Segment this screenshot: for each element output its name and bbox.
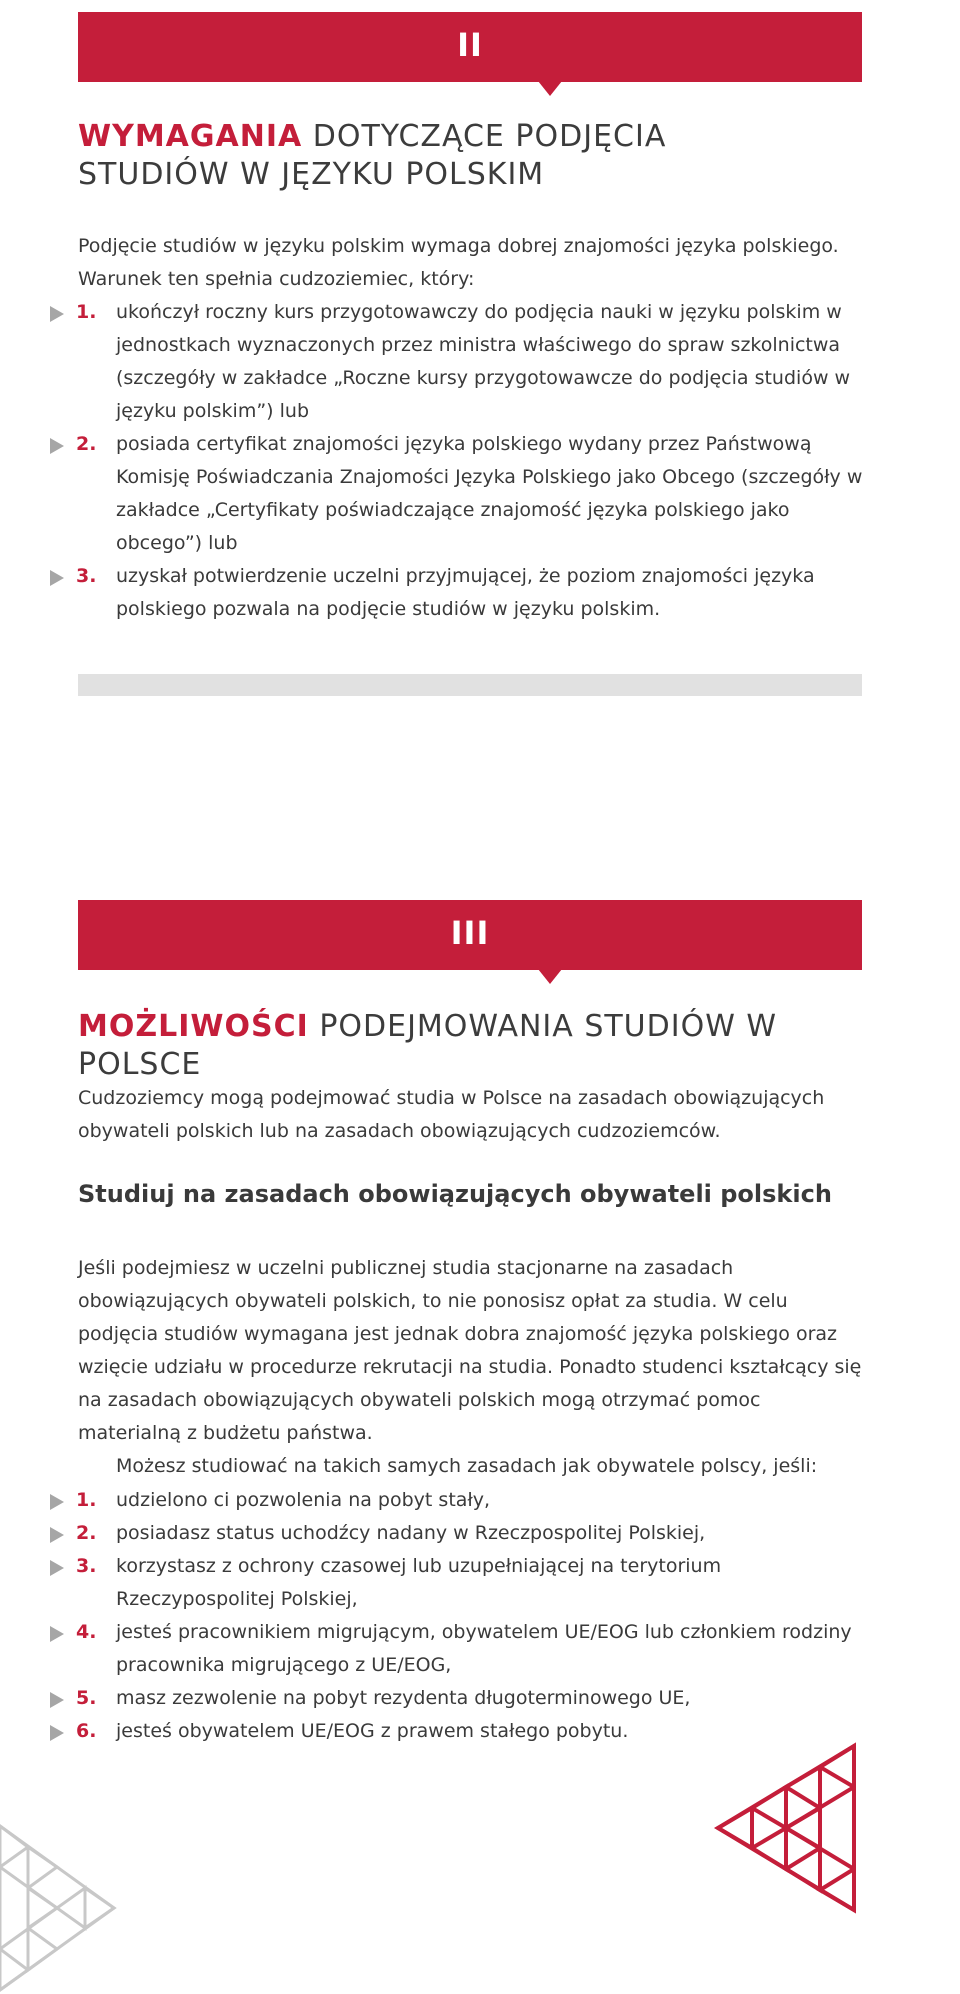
section-3-body: Jeśli podejmiesz w uczelni publicznej studia stacjonarne na zasadach obowiązujących obywateli polskich, to nie ponosisz opłat za studia. W celu podjęcia studiów wymagana jest jednak dobra znajomość języka polskiego oraz wzięcie udziału w procedurze rekrutacji na studia. Ponadto studenci kształcący się na zasadach obowiązujących obywateli polskich mogą otrzymać pomoc materialną z budżetu państwa. [78,1257,862,1444]
section-3-heading [78,1008,878,1084]
list-item [50,560,870,626]
arrow-bullet-icon [50,1626,64,1642]
section-2-heading [78,118,798,194]
red-triangle-pattern-icon [712,1742,862,1914]
banner-pointer [538,969,562,984]
section-3-heading-accent: MOŻLIWOŚCI [78,1009,309,1044]
grey-triangle-pattern-icon [0,1822,120,1994]
list-item-text: masz zezwolenie na pobyt rezydenta długoterminowego UE, [116,1687,691,1709]
list-item-text: uzyskał potwierdzenie uczelni przyjmującej, że poziom znajomości języka polskiego pozwala na podjęcie studiów w języku polskim. [116,565,815,620]
section-3-list [50,1484,870,1748]
list-item-text: jesteś obywatelem UE/EOG z prawem stałego pobytu. [116,1720,629,1742]
arrow-bullet-icon [50,1494,64,1510]
list-item [50,1616,870,1682]
section-3-intro: Cudzoziemcy mogą podejmować studia w Polsce na zasadach obowiązujących obywateli polskich lub na zasadach obowiązujących cudzoziemców. [78,1087,825,1142]
arrow-bullet-icon [50,1527,64,1543]
list-item-text: posiadasz status uchodźcy nadany w Rzeczpospolitej Polskiej, [116,1522,706,1544]
arrow-bullet-icon [50,570,64,586]
list-number: 2. [76,1522,97,1544]
section-3-subheading: Studiuj na zasadach obowiązujących obywateli polskich [78,1180,832,1208]
section-3-banner [78,900,862,970]
list-item [50,428,870,560]
section-divider [78,674,862,696]
list-item [50,1484,870,1517]
list-number: 4. [76,1621,97,1643]
banner-pointer [538,81,562,96]
section-2-heading-accent: WYMAGANIA [78,119,303,154]
list-number: 6. [76,1720,97,1742]
section-2-intro: Podjęcie studiów w języku polskim wymaga dobrej znajomości języka polskiego. Warunek ten spełnia cudzoziemiec, który: [78,235,839,290]
list-number: 2. [76,433,97,455]
list-number: 1. [76,1489,97,1511]
list-item-text: udzielono ci pozwolenia na pobyt stały, [116,1489,491,1511]
arrow-bullet-icon [50,1692,64,1708]
list-item-text: ukończył roczny kurs przygotowawczy do podjęcia nauki w języku polskim w jednostkach wyznaczonych przez ministra właściwego do spraw szkolnictwa (szczegóły w zakładce „Roczne kursy przygotowawcze do podjęcia studiów w języku polskim”) lub [116,301,851,422]
list-number: 1. [76,301,97,323]
section-2-list [50,296,870,626]
list-item-text: jesteś pracownikiem migrującym, obywatelem UE/EOG lub członkiem rodziny pracownika migrującego z UE/EOG, [116,1621,852,1676]
section-2-banner [78,12,862,82]
section-3-heading-rest: PODEJMOWANIA STUDIÓW W POLSCE [78,1009,778,1082]
list-item [50,1550,870,1616]
list-number: 3. [76,1555,97,1577]
list-number: 5. [76,1687,97,1709]
section-3-numeral: III [450,914,490,952]
arrow-bullet-icon [50,438,64,454]
list-item [50,296,870,428]
list-number: 3. [76,565,97,587]
list-item-text: posiada certyfikat znajomości języka polskiego wydany przez Państwową Komisję Poświadczania Znajomości Języka Polskiego jako Obcego (szczegóły w zakładce „Certyfikaty poświadczające znajomość języka polskiego jako obcego”) lub [116,433,863,554]
arrow-bullet-icon [50,1725,64,1741]
list-item [50,1517,870,1550]
list-item-text: korzystasz z ochrony czasowej lub uzupełniającej na terytorium Rzeczypospolitej Polskiej, [116,1555,722,1610]
section-2-heading-rest: DOTYCZĄCE PODJĘCIA STUDIÓW W JĘZYKU POLSKIM [78,119,667,192]
section-3-lead: Możesz studiować na takich samych zasadach jak obywatele polscy, jeśli: [116,1455,818,1477]
list-item [50,1682,870,1715]
section-2-numeral: II [457,26,483,64]
arrow-bullet-icon [50,1560,64,1576]
arrow-bullet-icon [50,306,64,322]
